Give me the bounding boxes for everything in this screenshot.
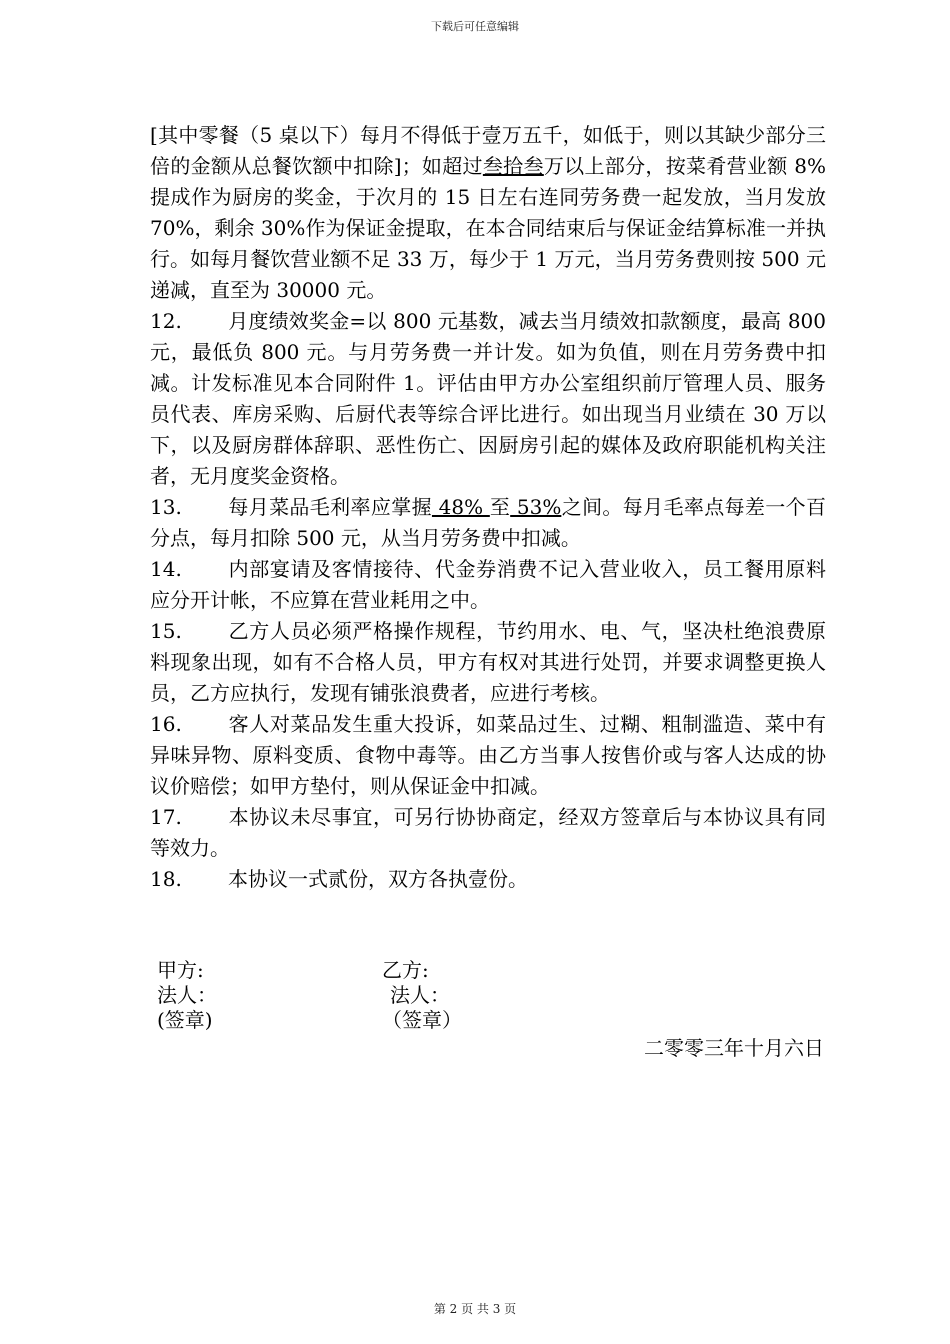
clause-13 <box>150 492 826 554</box>
clause-number: 13. <box>150 495 182 519</box>
clause-text: 月度绩效奖金=以 800 元基数，减去当月绩效扣款额度，最高 800 元，最低负 800 元。与月劳务费一并计发。如为负值，则在月劳务费中扣减。计发标准见本合同附件 1。评估由甲方办公室组织前厅管理人员、服务员代表、库房采购、后厨代表等综合评比进行。如出现当月业绩在 30 万以下，以及厨房群体辞职、恶性伤亡、因厨房引起的媒体及政府职能机构关注者，无月度奖金资格。 <box>150 309 826 488</box>
party-a-label: 甲方: <box>157 958 204 982</box>
intro-underlined-amount: 叁拾叁 <box>482 154 544 178</box>
clause-number: 14. <box>150 557 182 581</box>
party-a-block <box>157 958 217 1033</box>
clause-text-mid: 至 <box>489 495 511 519</box>
document-body <box>150 120 826 895</box>
clause-text-post: 之间。每月毛率点每差一个百分点，每月扣除 500 元，从当月劳务费中扣减。 <box>150 495 827 550</box>
clause-15 <box>150 616 826 709</box>
clause-18 <box>150 864 826 895</box>
signing-date: 二零零三年十月六日 <box>644 1036 824 1060</box>
clause-text-pre: 每月菜品毛利率应掌握 <box>228 495 432 519</box>
intro-text-1: [其中零餐（5 桌以下）每月不得低于壹万五千，如低于，则以其缺少部分三倍的金额从总餐饮额中扣除]；如超过 <box>150 123 826 178</box>
clause-number: 16. <box>150 712 182 736</box>
party-b-seal-label: （签章） <box>382 1008 462 1032</box>
party-a-legal-label: 法人： <box>157 983 217 1007</box>
party-b-label: 乙方: <box>382 958 429 982</box>
page-header: 下载后可任意编辑 <box>431 20 519 33</box>
clause-text: 乙方人员必须严格操作规程，节约用水、电、气，坚决杜绝浪费原料现象出现，如有不合格人员，甲方有权对其进行处罚，并要求调整更换人员，乙方应执行，发现有铺张浪费者，应进行考核。 <box>150 619 826 705</box>
intro-paragraph <box>150 120 826 306</box>
clause-number: 15. <box>150 619 182 643</box>
intro-text-2: 万以上部分，按菜肴营业额 8% 提成作为厨房的奖金，于次月的 15 日左右连同劳务费一起发放，当月发放 70%，剩余 30%作为保证金提取，在本合同结束后与保证金结算标准一并执行。如每月餐饮营业额不足 33 万，每少于 1 万元，当月劳务费则按 500 元递减，直至为 30000 元。 <box>150 154 826 302</box>
clause-text: 内部宴请及客情接待、代金券消费不记入营业收入，员工餐用原料应分开计帐，不应算在营业耗用之中。 <box>150 557 826 612</box>
clause-text: 本协议未尽事宜，可另行协协商定，经双方签章后与本协议具有同等效力。 <box>150 805 826 860</box>
clause-17 <box>150 802 826 864</box>
clause-number: 18. <box>150 867 182 891</box>
clause-number: 17. <box>150 805 182 829</box>
clause-underline-2: 53% <box>510 495 562 519</box>
party-b-block <box>382 958 462 1033</box>
party-b-legal-label: 法人： <box>390 983 450 1007</box>
clause-12 <box>150 306 826 492</box>
clause-text: 本协议一式贰份，双方各执壹份。 <box>228 867 528 891</box>
party-a-seal-label: (签章) <box>157 1008 213 1032</box>
clause-text: 客人对菜品发生重大投诉，如菜品过生、过糊、粗制滥造、菜中有异味异物、原料变质、食物中毒等。由乙方当事人按售价或与客人达成的协议价赔偿；如甲方垫付，则从保证金中扣减。 <box>150 712 826 798</box>
clause-underline-1: 48% <box>431 495 490 519</box>
clause-16 <box>150 709 826 802</box>
clause-14 <box>150 554 826 616</box>
clause-number: 12. <box>150 309 182 333</box>
page-footer: 第 2 页 共 3 页 <box>433 1302 517 1316</box>
